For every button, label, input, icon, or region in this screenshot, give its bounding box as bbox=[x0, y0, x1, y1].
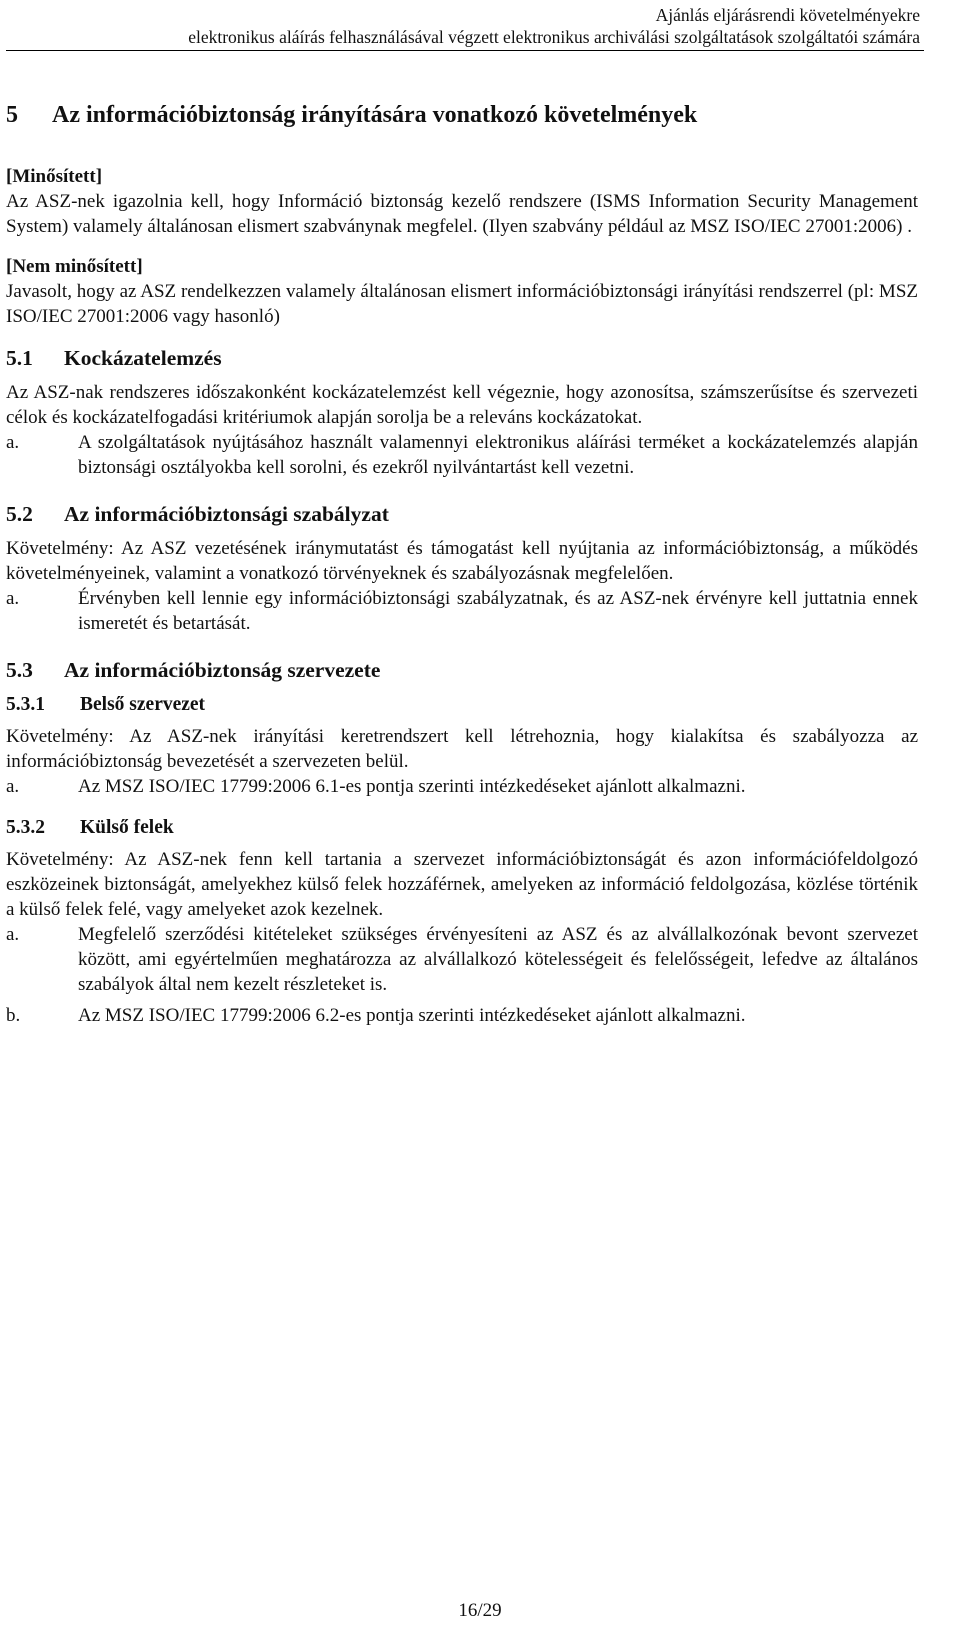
section-title: Kockázatelemzés bbox=[64, 346, 222, 370]
section-number: 5.3 bbox=[6, 658, 33, 682]
list-marker: a. bbox=[6, 588, 20, 609]
section-5-heading bbox=[6, 100, 918, 130]
list-marker: b. bbox=[6, 1005, 21, 1026]
page-body bbox=[6, 100, 918, 1028]
section-title: Az információbiztonsági szabályzat bbox=[64, 502, 389, 526]
section-5-3-2-list bbox=[6, 922, 918, 1028]
section-5-3-2-text: Követelmény: Az ASZ-nek fenn kell tartania a szervezet információbiztonságát és azon információfeldolgozó eszközeinek biztonságát, amelyekhez külső felek hozzáférnek, amelyeken az információ feldolgozása, közlése történik a külső felek felé, vagy amelyeket azok kezelnek. bbox=[6, 849, 918, 920]
qualified-label: [Minősített] bbox=[6, 166, 103, 187]
section-5-3-2-heading bbox=[6, 815, 918, 841]
list-item-text: A szolgáltatások nyújtásához használt valamennyi elektronikus aláírási terméket a kockázatelemzés alapján biztonsági osztályokba kell sorolni, és ezekről nyilvántartást kell vezetni. bbox=[78, 432, 918, 478]
header-subtitle: elektronikus aláírás felhasználásával végzett elektronikus archiválási szolgáltatások szolgáltatói számára bbox=[188, 27, 920, 47]
section-5-1-list bbox=[6, 430, 918, 480]
list-item bbox=[6, 922, 918, 997]
section-title: Belső szervezet bbox=[80, 694, 206, 715]
list-item bbox=[6, 430, 918, 480]
section-5-1-heading bbox=[6, 344, 918, 372]
page-header bbox=[0, 4, 920, 48]
list-marker: a. bbox=[6, 432, 20, 453]
list-item bbox=[6, 774, 918, 799]
nonqualified-text: Javasolt, hogy az ASZ rendelkezzen valamely általánosan elismert információbiztonsági irányítási rendszerrel (pl: MSZ ISO/IEC 27001:2006 vagy hasonló) bbox=[6, 281, 918, 327]
list-item-text: Megfelelő szerződési kitételeket szükséges érvényesíteni az ASZ és az alvállalkozónak bevont szervezet között, ami egyértelműen meghatározza az alvállalkozó kötelességeit és felelősségeit, lefedve az általános szabályok által nem kezelt részleteket is. bbox=[78, 924, 918, 995]
section-title: Külső felek bbox=[80, 817, 174, 838]
qualified-text: Az ASZ-nek igazolnia kell, hogy Információ biztonság kezelő rendszere (ISMS Information Security Management System) valamely általánosan elismert szabványnak megfelel. (Ilyen szabvány például az MSZ ISO/IEC 27001:2006) . bbox=[6, 191, 918, 237]
section-5-2-list bbox=[6, 586, 918, 636]
list-item bbox=[6, 1003, 918, 1028]
page-number: 16/29 bbox=[458, 1600, 502, 1621]
list-item-text: Az MSZ ISO/IEC 17799:2006 6.2-es pontja szerinti intézkedéseket ajánlott alkalmazni. bbox=[78, 1005, 746, 1026]
section-number: 5.3.2 bbox=[6, 817, 45, 838]
header-title: Ajánlás eljárásrendi követelményekre bbox=[655, 5, 920, 25]
nonqualified-label: [Nem minősített] bbox=[6, 256, 143, 277]
section-5-3-1-list bbox=[6, 774, 918, 799]
list-marker: a. bbox=[6, 924, 20, 945]
list-marker: a. bbox=[6, 776, 20, 797]
section-5-2-text: Követelmény: Az ASZ vezetésének iránymutatást és támogatást kell nyújtania az információbiztonság, a működés követelményeinek, valamint a vonatkozó törvényeknek és szabályozásnak megfelelően. bbox=[6, 538, 918, 584]
section-title: Az információbiztonság szervezete bbox=[64, 658, 381, 682]
section-number: 5.3.1 bbox=[6, 694, 45, 715]
section-number: 5.1 bbox=[6, 346, 33, 370]
section-5-1-text: Az ASZ-nak rendszeres időszakonként kockázatelemzést kell végeznie, hogy azonosítsa, számszerűsítse és szervezeti célok és kockázatelfogadási kritériumok alapján sorolja be a releváns kockázatokat. bbox=[6, 382, 918, 428]
section-5-3-1-heading bbox=[6, 692, 918, 718]
nonqualified-block bbox=[6, 254, 918, 329]
header-divider bbox=[6, 50, 924, 51]
list-item-text: Az MSZ ISO/IEC 17799:2006 6.1-es pontja szerinti intézkedéseket ajánlott alkalmazni. bbox=[78, 776, 746, 797]
qualified-block bbox=[6, 164, 918, 239]
section-number: 5.2 bbox=[6, 502, 33, 526]
section-number: 5 bbox=[6, 102, 18, 128]
section-title: Az információbiztonság irányítására vonatkozó követelmények bbox=[52, 102, 698, 128]
list-item bbox=[6, 586, 918, 636]
list-item-text: Érvényben kell lennie egy információbiztonsági szabályzatnak, és az ASZ-nek érvényre kell juttatnia ennek ismeretét és betartását. bbox=[78, 588, 918, 634]
section-5-3-heading bbox=[6, 656, 918, 684]
section-5-2-heading bbox=[6, 500, 918, 528]
section-5-3-1-text: Követelmény: Az ASZ-nek irányítási keretrendszert kell létrehoznia, hogy kialakítsa és szabályozza az információbiztonság bevezetését a szervezeten belül. bbox=[6, 726, 918, 772]
